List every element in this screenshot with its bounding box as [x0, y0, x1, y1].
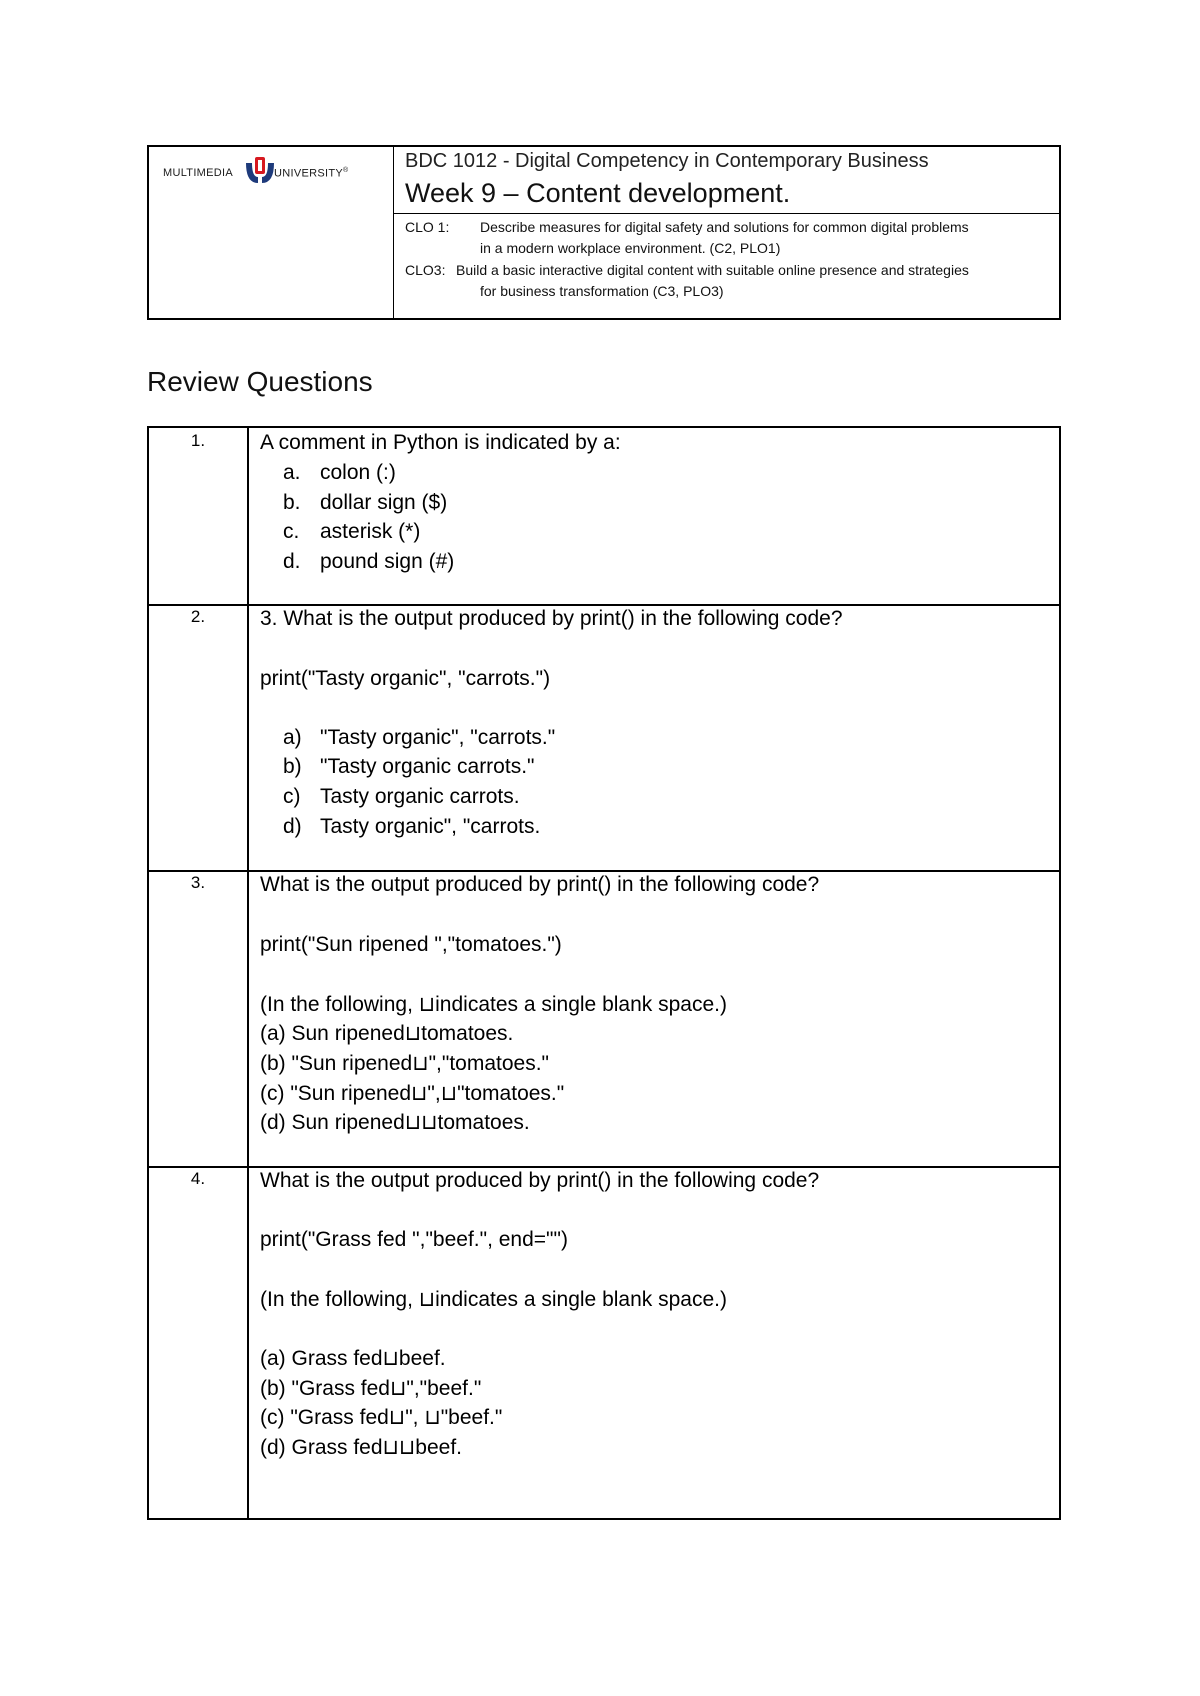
option-text: asterisk (*) [320, 520, 421, 543]
option-text: Tasty organic", "carrots. [320, 815, 541, 838]
question-prompt: What is the output produced by print() in the following code? [260, 873, 820, 896]
number-cell [149, 1166, 249, 1518]
question-number: 4. [190, 1169, 206, 1188]
clo-2-text-cont: for business transformation (C3, PLO3) [480, 283, 724, 299]
week-title: Week 9 – Content development. [405, 178, 791, 208]
question-prompt: What is the output produced by print() in the following code? [260, 1169, 820, 1192]
question-prompt: 3. What is the output produced by print() in the following code? [260, 607, 843, 630]
code-sample: print("Grass fed ","beef.", end="") [260, 1228, 568, 1251]
option-text: Tasty organic carrots. [320, 785, 520, 808]
option-text: (a) Grass fed⊔beef. [260, 1347, 446, 1370]
option-label: b) [283, 755, 302, 778]
option-text: dollar sign ($) [320, 491, 448, 514]
option-text: (a) Sun ripened⊔tomatoes. [260, 1022, 514, 1045]
question-row-2 [149, 604, 1059, 872]
option-text: "Tasty organic carrots." [320, 755, 535, 778]
question-number: 2. [190, 607, 206, 626]
option-text: (b) "Grass fed⊔","beef." [260, 1377, 482, 1400]
questions-table [147, 426, 1061, 1520]
clo-1-text: Describe measures for digital safety and solutions for common digital problems [480, 219, 969, 235]
blank-space-note: (In the following, ⊔indicates a single blank space.) [260, 1288, 727, 1311]
option-label: c) [283, 785, 301, 808]
title-area [394, 147, 1059, 214]
clo-2-label: CLO3: [405, 262, 446, 278]
question-row-1 [149, 428, 1059, 606]
logo-cell [149, 147, 394, 318]
clo-2-text: Build a basic interactive digital content with suitable online presence and strategies [456, 262, 969, 278]
logo-word-left: MULTIMEDIA [163, 167, 234, 179]
course-header-table [147, 145, 1061, 320]
clo-1-label: CLO 1: [405, 219, 450, 235]
number-cell [149, 604, 249, 870]
logo-word-right: UNIVERSITY® [274, 167, 349, 180]
option-text: "Tasty organic", "carrots." [320, 726, 556, 749]
option-label: d. [283, 550, 301, 573]
page-heading: Review Questions [147, 366, 373, 397]
code-sample: print("Tasty organic", "carrots.") [260, 667, 551, 690]
question-number: 1. [190, 431, 206, 450]
option-text: (c) "Grass fed⊔", ⊔"beef." [260, 1406, 503, 1429]
question-prompt: A comment in Python is indicated by a: [260, 431, 621, 454]
logo-mark-icon [243, 155, 277, 187]
question-number: 3. [190, 873, 206, 892]
option-text: (d) Grass fed⊔⊔beef. [260, 1436, 463, 1459]
blank-space-note: (In the following, ⊔indicates a single blank space.) [260, 993, 727, 1016]
code-sample: print("Sun ripened ","tomatoes.") [260, 933, 562, 956]
number-cell [149, 870, 249, 1166]
option-label: a. [283, 461, 301, 484]
option-label: c. [283, 520, 300, 543]
option-text: pound sign (#) [320, 550, 455, 573]
question-row-3 [149, 870, 1059, 1168]
clo-1-text-cont: in a modern workplace environment. (C2, PLO1) [480, 240, 781, 256]
university-logo [163, 153, 393, 189]
question-row-4 [149, 1166, 1059, 1518]
option-label: d) [283, 815, 302, 838]
option-text: colon (:) [320, 461, 396, 484]
course-title: BDC 1012 - Digital Competency in Contemporary Business [405, 150, 929, 172]
option-text: (d) Sun ripened⊔⊔tomatoes. [260, 1111, 530, 1134]
option-text: (c) "Sun ripened⊔",⊔"tomatoes." [260, 1082, 565, 1105]
option-text: (b) "Sun ripened⊔","tomatoes." [260, 1052, 550, 1075]
number-cell [149, 428, 249, 604]
option-label: b. [283, 491, 301, 514]
option-label: a) [283, 726, 302, 749]
